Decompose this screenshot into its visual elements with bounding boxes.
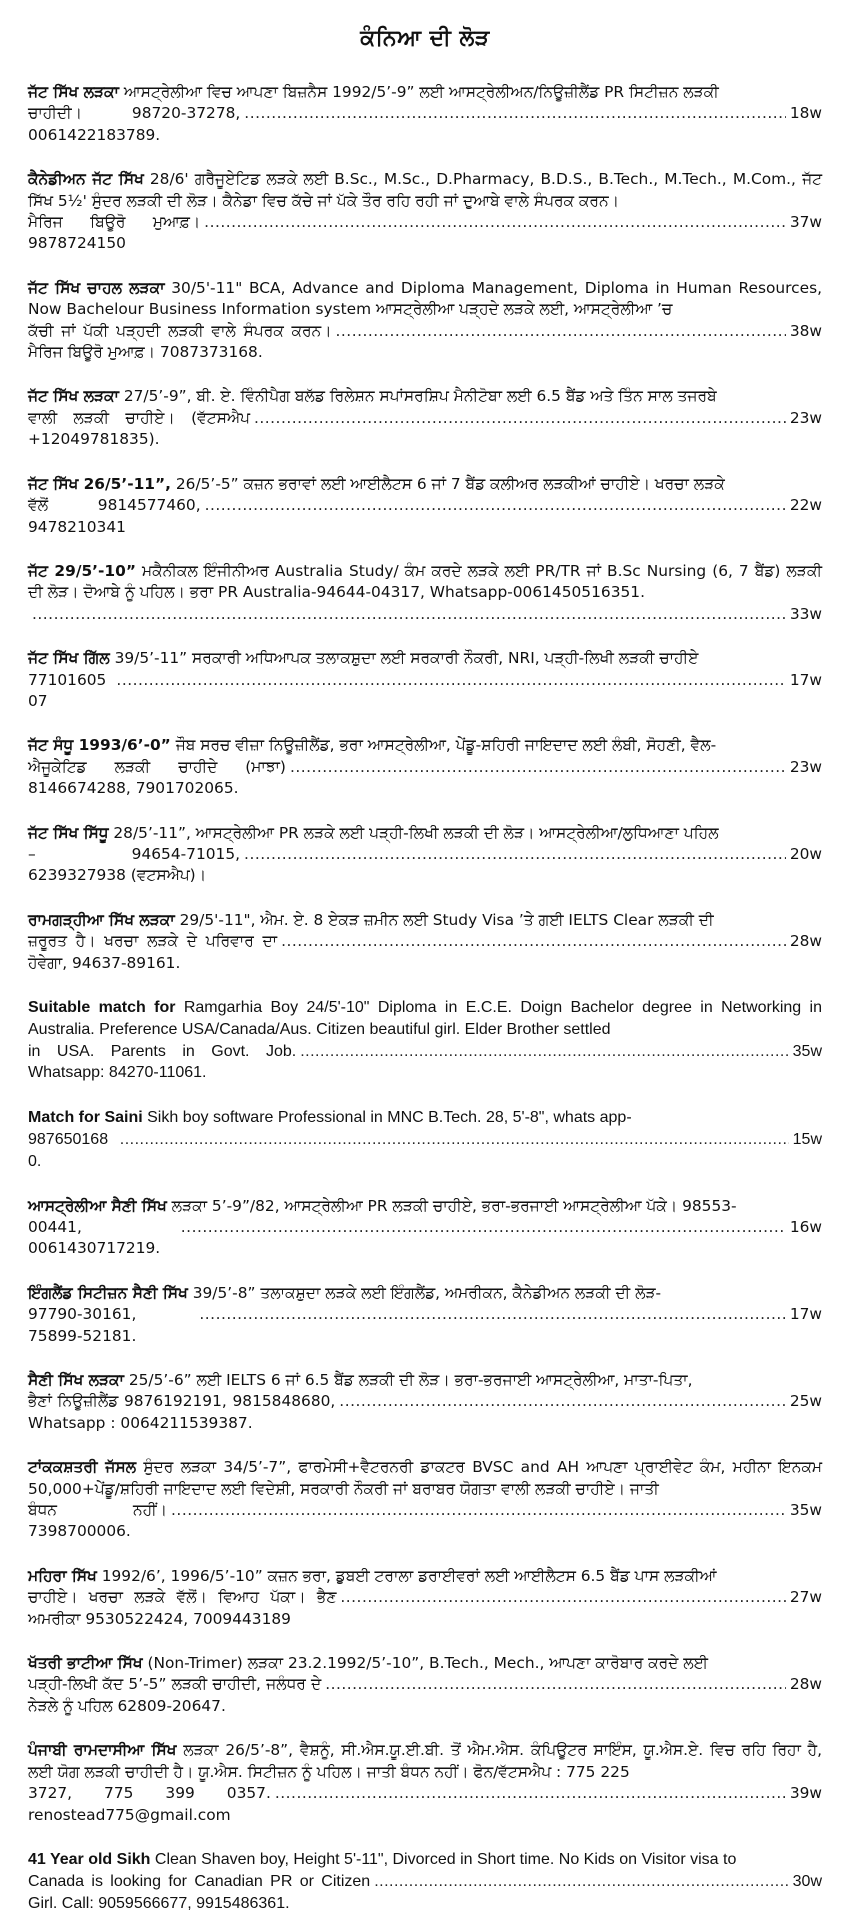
ad-tail-text: ਮੈਰਿਜ ਬਿਊਰੋ ਮੁਆਫ਼। 9878724150 <box>28 213 201 253</box>
ad-entry <box>28 82 822 146</box>
ad-tail-text: 7710160507 <box>28 670 107 710</box>
ad-body: 1992/6’, 1996/5’-10” ਕਜ਼ਨ ਭਰਾ, ਡੁਬਈ ਟਰਾਲਾ ਡਰਾਈਵਰਾਂ ਲਈ ਆਈਲੈਟਸ 6.5 ਬੈਂਡ ਪਾਸ ਲੜਕੀਆਂ <box>96 1566 717 1585</box>
ad-text <box>28 1849 822 1871</box>
ad-body: (Non-Trimer) ਲੜਕਾ 23.2.1992/5’-10”, B.Tech., Mech., ਆਪਣਾ ਕਾਰੋਬਾਰ ਕਰਦੇ ਲਈ <box>142 1654 708 1673</box>
ad-lead: Match for Saini <box>28 1109 143 1127</box>
ad-body: Sikh boy software Professional in MNC B.Tech. 28, 5'-8", whats app- <box>142 1109 632 1127</box>
ad-tail-text: ਬੰਧਨ ਨਹੀਂ। 7398700006. <box>28 1501 168 1541</box>
ad-entry <box>28 1457 822 1543</box>
ad-text <box>28 1457 822 1500</box>
ad-lead: ਜੱਟ ਸਿੱਖ ਲੜਕਾ <box>28 83 119 101</box>
ad-lead: 41 Year old Sikh <box>28 1850 151 1868</box>
ad-code: 37w <box>789 213 822 232</box>
ad-lead: ਖੱਤਰੀ ਭਾਟੀਆ ਸਿੱਖ <box>28 1654 143 1673</box>
ad-body: ਜੌਬ ਸਰਚ ਵੀਜ਼ਾ ਨਿਊਜ਼ੀਲੈਂਡ, ਭਰਾ ਆਸਟ੍ਰੇਲੀਆ, ਪੇਂਡੂ-ਸ਼ਹਿਰੀ ਜਾਇਦਾਦ ਲਈ ਲੰਬੀ, ਸੋਹਣੀ, ਵੈਲ- <box>170 736 717 755</box>
ad-tail <box>28 495 822 538</box>
dot-leader <box>339 1391 786 1412</box>
ad-tail-text: ਕੱਚੀ ਜਾਂ ਪੱਕੀ ਪੜ੍ਹਦੀ ਲੜਕੀ ਵਾਲੇ ਸੰਪਰਕ ਕਰਨ। ਮੈਰਿਜ ਬਿਊਰੋ ਮੁਆਫ਼। 7087373168. <box>28 321 332 362</box>
ad-lead: ਆਸਟ੍ਰੇਲੀਆ ਸੈਣੀ ਸਿੱਖ <box>28 1196 167 1215</box>
ad-code: 33w <box>789 604 822 623</box>
ad-lead: ਇੰਗਲੈਂਡ ਸਿਟੀਜ਼ਨ ਸੈਣੀ ਸਿੱਖ <box>28 1283 188 1302</box>
ad-entry <box>28 1196 822 1260</box>
ad-tail <box>28 604 822 625</box>
ad-code: 27w <box>789 1588 822 1607</box>
dot-leader <box>275 1783 786 1804</box>
ad-entry <box>28 1566 822 1630</box>
ad-code: 35w <box>789 1501 822 1520</box>
dot-leader <box>116 670 785 691</box>
dot-leader <box>32 604 786 625</box>
ad-code: 38w <box>789 321 822 340</box>
ad-code: 15w <box>792 1130 822 1148</box>
ad-tail <box>28 1674 822 1717</box>
ad-lead: ਟਾਂਕਕਸ਼ਤਰੀ ਜੱਸਲ <box>28 1458 137 1477</box>
ad-code: 23w <box>789 757 822 776</box>
ad-code: 28w <box>789 932 822 951</box>
ad-body: 29/5'-11", ਐਮ. ਏ. 8 ਏਕੜ ਜ਼ਮੀਨ ਲਈ Study Visa ’ਤੇ ਗਈ IELTS Clear ਲੜਕੀ ਦੀ <box>174 910 714 929</box>
ad-tail <box>28 931 822 974</box>
ad-text <box>28 997 822 1041</box>
ad-body: 28/6' ਗਰੈਜੂਏਟਿਡ ਲੜਕੇ ਲਈ B.Sc., M.Sc., D.Pharmacy, B.D.S., B.Tech., M.Tech., M.Com., ਜੱਟ ਸਿੱਖ 5½' ਸੁੰਦਰ ਲੜਕੀ ਦੀ ਲੋੜ। ਕੈਨੇਡਾ ਵਿਚ ਕੱਚੇ ਜਾਂ ਪੱਕੇ ਤੌਰ ਰਹਿ ਰਹੀ ਜਾਂ ਦੁਆਬੇ ਵਾਲੇ ਸੰਪਰਕ ਕਰਨ। <box>28 170 822 210</box>
ad-body: ਲੜਕਾ 5’-9”/82, ਆਸਟ੍ਰੇਲੀਆ PR ਲੜਕੀ ਚਾਹੀਏ, ਭਰਾ-ਭਰਜਾਈ ਆਸਟ੍ਰੇਲੀਆ ਪੱਕੇ। 98553- <box>166 1196 737 1215</box>
ad-tail-text: Canada is looking for Canadian PR or Citizen Girl. Call: 9059566677, 9915486361. <box>28 1872 371 1912</box>
ad-tail <box>28 1129 822 1173</box>
ad-tail-text: 9876501680. <box>28 1130 109 1170</box>
ad-tail <box>28 1587 822 1630</box>
ad-text <box>28 910 822 931</box>
ad-text <box>28 823 822 844</box>
ad-tail-text: ਜ਼ਰੂਰਤ ਹੈ। ਖਰਚਾ ਲੜਕੇ ਦੇ ਪਰਿਵਾਰ ਦਾ ਹੋਵੇਗਾ, 94637-89161. <box>28 932 278 972</box>
ad-text <box>28 278 822 321</box>
ad-code: 23w <box>789 408 822 427</box>
ad-lead: ਜੱਟ ਸਿੱਖ ਗਿੱਲ <box>28 649 110 668</box>
ad-entry <box>28 561 822 625</box>
ad-entry <box>28 1653 822 1717</box>
ad-code: 35w <box>792 1042 822 1060</box>
dot-leader <box>204 212 786 233</box>
ad-code: 18w <box>789 104 822 123</box>
ad-lead: Suitable match for <box>28 999 176 1016</box>
ad-body: 30/5'-11" BCA, Advance and Diploma Management, Diploma in Human Resources, Now Bachelour Business Information system ਆਸਟ੍ਰੇਲੀਆ ਪੜ੍ਹਦੇ ਲੜਕੇ ਲਈ, ਆਸਟ੍ਰੇਲੀਆ ’ਚ <box>28 278 823 319</box>
ad-code: 39w <box>789 1784 822 1803</box>
ad-tail <box>28 212 822 255</box>
ad-text <box>28 1283 822 1304</box>
ad-tail-text: ਪੜ੍ਹੀ-ਲਿਖੀ ਕੱਦ 5’-5” ਲੜਕੀ ਚਾਹੀਦੀ, ਜਲੰਧਰ ਦੇ ਨੇੜਲੇ ਨੂੰ ਪਹਿਲ 62809-20647. <box>28 1675 322 1715</box>
ad-tail-text: ਵੱਲੋਂ 9814577460, 9478210341 <box>28 496 201 536</box>
ad-lead: ਜੱਟ ਸਿੱਖ ਸਿੱਧੂ <box>28 823 109 842</box>
dot-leader <box>181 1217 786 1238</box>
ad-tail-text: in USA. Parents in Govt. Job. Whatsapp: 84270-11061. <box>28 1042 297 1082</box>
ad-body: ਮਕੈਨੀਕਲ ਇੰਜੀਨੀਅਰ Australia Study/ ਕੰਮ ਕਰਦੇ ਲੜਕੇ ਲਈ PR/TR ਜਾਂ B.Sc Nursing (6, 7 ਬੈਂਡ) ਲੜਕੀ ਦੀ ਲੋੜ। ਦੋਆਬੇ ਨੂੰ ਪਹਿਲ। ਭਰਾ PR Australia-94644-04317, Whatsapp-0061450516351. <box>28 561 822 602</box>
ad-code: 28w <box>789 1675 822 1694</box>
ad-body: Clean Shaven boy, Height 5'-11", Divorced in Short time. No Kids on Visitor visa to <box>150 1850 737 1868</box>
dot-leader <box>325 1674 786 1695</box>
ad-lead: ਪੰਜਾਬੀ ਰਾਮਦਾਸੀਆ ਸਿੱਖ <box>28 1741 177 1760</box>
ad-body: ਲੜਕਾ 26/5’-8”, ਵੈਸ਼ਨੂੰ, ਸੀ.ਐਸ.ਯੂ.ਈ.ਬੀ. ਤੋਂ ਐਮ.ਐਸ. ਕੰਪਿਊਟਰ ਸਾਇੰਸ, ਯੂ.ਐਸ.ਏ. ਵਿਚ ਰਹਿ ਰਿਹਾ ਹੈ, ਲਈ ਯੋਗ ਲੜਕੀ ਚਾਹੀਦੀ ਹੈ। ਯੂ.ਐਸ. ਸਿਟੀਜ਼ਨ ਨੂੰ ਪਹਿਲ। ਜਾਤੀ ਬੰਧਨ ਨਹੀਂ। ਫੋਨ/ਵੱਟਸਐਪ : 775 225 <box>28 1741 822 1781</box>
ad-tail-text: ਭੈਣਾਂ ਨਿਊਜ਼ੀਲੈਂਡ 9876192191, 9815848680, Whatsapp : 0064211539387. <box>28 1392 336 1432</box>
ad-code: 30w <box>792 1872 822 1890</box>
ad-lead: ਮਹਿਰਾ ਸਿੱਖ <box>28 1566 97 1585</box>
ad-entry <box>28 474 822 538</box>
ad-body: 25/5’-6” ਲਈ IELTS 6 ਜਾਂ 6.5 ਬੈਂਡ ਲੜਕੀ ਦੀ ਲੋੜ। ਭਰਾ-ਭਰਜਾਈ ਆਸਟ੍ਰੇਲੀਆ, ਮਾਤਾ-ਪਿਤਾ, <box>123 1371 693 1390</box>
ad-lead: ਜੱਟ 29/5’-10” <box>28 561 136 580</box>
ad-tail <box>28 1041 822 1085</box>
ad-body: ਸੁੰਦਰ ਲੜਕਾ 34/5’-7”, ਫਾਰਮੇਸੀ+ਵੈਟਰਨਰੀ ਡਾਕਟਰ BVSC and AH ਆਪਣਾ ਪ੍ਰਾਈਵੇਟ ਕੰਮ, ਮਹੀਨਾ ਇਨਕਮ 50,000+ਪੇਂਡੂ/ਸ਼ਹਿਰੀ ਜਾਇਦਾਦ ਲਈ ਵਿਦੇਸ਼ੀ, ਸਰਕਾਰੀ ਨੌਕਰੀ ਜਾਂ ਬਰਾਬਰ ਯੋਗਤਾ ਵਾਲੀ ਲੜਕੀ ਚਾਹੀਏ। ਜਾਤੀ <box>28 1458 822 1498</box>
ad-lead: ਕੈਨੇਡੀਅਨ ਜੱਟ ਸਿੱਖ <box>28 170 144 189</box>
ad-entry <box>28 910 822 974</box>
ad-entry <box>28 1283 822 1347</box>
ad-text <box>28 474 822 495</box>
ad-tail <box>28 1304 822 1347</box>
dot-leader <box>290 757 786 778</box>
ad-tail <box>28 1391 822 1434</box>
ad-lead: ਜੱਟ ਸੰਧੂ 1993/6’-0” <box>28 736 171 755</box>
ad-body: 26/5’-5” ਕਜ਼ਨ ਭਰਾਵਾਂ ਲਈ ਆਈਲੈਟਸ 6 ਜਾਂ 7 ਬੈਂਡ ਕਲੀਅਰ ਲੜਕੀਆਂ ਚਾਹੀਏ। ਖਰਚਾ ਲੜਕੇ <box>170 474 725 493</box>
ad-tail <box>28 757 822 800</box>
ad-body: 39/5’-8” ਤਲਾਕਸ਼ੁਦਾ ਲੜਕੇ ਲਈ ਇੰਗਲੈਂਡ, ਅਮਰੀਕਨ, ਕੈਨੇਡੀਅਨ ਲੜਕੀ ਦੀ ਲੋੜ- <box>187 1283 662 1302</box>
ad-entry <box>28 386 822 450</box>
ad-text <box>28 648 822 669</box>
ad-entry <box>28 1107 822 1172</box>
ad-lead: ਸੈਣੀ ਸਿੱਖ ਲੜਕਾ <box>28 1371 124 1390</box>
ad-entry <box>28 823 822 887</box>
ad-list <box>28 82 822 1914</box>
ad-tail-text: 97790-30161, 75899-52181. <box>28 1305 137 1345</box>
ad-tail-text: ਚਾਹੀਏ। ਖਰਚਾ ਲੜਕੇ ਵੱਲੋਂ। ਵਿਆਹ ਪੱਕਾ। ਭੈਣ ਅਮਰੀਕਾ 9530522424, 7009443189 <box>28 1588 337 1628</box>
dot-leader <box>171 1500 786 1521</box>
ad-tail <box>28 844 822 887</box>
ad-code: 16w <box>789 1217 822 1236</box>
ad-code: 17w <box>789 1305 822 1324</box>
ad-tail-text: 3727, 775 399 0357. renostead775@gmail.com <box>28 1784 271 1824</box>
ad-text <box>28 561 822 604</box>
ad-lead: ਜੱਟ ਸਿੱਖ ਚਾਹਲ ਲੜਕਾ <box>28 278 165 297</box>
dot-leader <box>120 1129 789 1151</box>
ad-entry <box>28 278 822 364</box>
ad-tail-text: ਵਾਲੀ ਲੜਕੀ ਚਾਹੀਏ। (ਵੱਟਸਐਪ +12049781835). <box>28 408 250 449</box>
ad-body: 27/5’-9”, ਬੀ. ਏ. ਵਿੰਨੀਪੈਗ ਬਲੱਡ ਰਿਲੇਸ਼ਨ ਸਪਾਂਸਰਸ਼ਿਪ ਮੈਨੀਟੋਬਾ ਲਈ 6.5 ਬੈਂਡ ਅਤੇ ਤਿੰਨ ਸਾਲ ਤਜਰਬੇ <box>118 387 717 406</box>
ad-tail <box>28 1871 822 1914</box>
ad-entry <box>28 735 822 799</box>
page-title: ਕੰਨਿਆ ਦੀ ਲੋੜ <box>360 26 490 51</box>
ad-text <box>28 82 822 103</box>
ad-entry <box>28 1849 822 1914</box>
ad-tail <box>28 321 822 364</box>
dot-leader <box>336 321 786 342</box>
ad-lead: ਜੱਟ ਸਿੱਖ 26/5’-11”, <box>28 474 171 493</box>
dot-leader <box>281 931 786 952</box>
ad-text <box>28 386 822 407</box>
ad-body: ਆਸਟ੍ਰੇਲੀਆ ਵਿਚ ਆਪਣਾ ਬਿਜ਼ਨੈਸ 1992/5’-9” ਲਈ ਆਸਟ੍ਰੇਲੀਅਨ/ਨਿਊਜ਼ੀਲੈਂਡ PR ਸਿਟੀਜ਼ਨ ਲੜਕੀ <box>118 83 719 101</box>
ad-text <box>28 1370 822 1391</box>
ad-tail-text: ਚਾਹੀਦੀ। 98720-37278, 0061422183789. <box>28 104 241 144</box>
ad-entry <box>28 997 822 1084</box>
dot-leader <box>244 103 786 124</box>
ad-lead: ਰਾਮਗੜ੍ਹੀਆ ਸਿੱਖ ਲੜਕਾ <box>28 910 175 929</box>
ad-code: 25w <box>789 1392 822 1411</box>
ad-lead: ਜੱਟ ਸਿੱਖ ਲੜਕਾ <box>28 387 119 406</box>
ad-entry <box>28 648 822 712</box>
ad-text <box>28 1740 822 1783</box>
ad-tail <box>28 1783 822 1826</box>
ad-tail <box>28 103 822 146</box>
ad-text <box>28 1653 822 1674</box>
ad-entry <box>28 1740 822 1826</box>
ad-tail <box>28 1217 822 1260</box>
ad-body: 39/5’-11” ਸਰਕਾਰੀ ਅਧਿਆਪਕ ਤਲਾਕਸ਼ੁਦਾ ਲਈ ਸਰਕਾਰੀ ਨੌਕਰੀ, NRI, ਪੜ੍ਹੀ-ਲਿਖੀ ਲੜਕੀ ਚਾਹੀਏ <box>109 649 699 668</box>
ad-entry <box>28 169 822 255</box>
ad-text <box>28 735 822 756</box>
ad-tail-text: – 94654-71015, 6239327938 (ਵਟਸਐਪ)। <box>28 844 241 885</box>
dot-leader <box>205 495 786 516</box>
dot-leader <box>244 844 786 865</box>
ad-code: 22w <box>789 496 822 515</box>
ad-tail-text: 00441, 0061430717219. <box>28 1217 161 1258</box>
ad-body: Ramgarhia Boy 24/5'-10" Diploma in E.C.E. Doign Bachelor degree in Networking in Australia. Preference USA/Canada/Aus. Citizen beautiful girl. Elder Brother settled <box>28 999 823 1038</box>
ad-tail <box>28 1500 822 1543</box>
dot-leader <box>374 1871 788 1893</box>
dot-leader <box>300 1041 788 1063</box>
dot-leader <box>254 408 786 429</box>
dot-leader <box>340 1587 785 1608</box>
ad-text <box>28 1196 822 1217</box>
ad-tail-text: ਐਜੂਕੇਟਿਡ ਲੜਕੀ ਚਾਹੀਦੇ (ਮਾਝਾ) 8146674288, 7901702065. <box>28 757 286 798</box>
ad-tail <box>28 408 822 451</box>
ad-code: 20w <box>789 844 822 863</box>
ad-text <box>28 1566 822 1587</box>
ad-entry <box>28 1370 822 1434</box>
ad-body: 28/5’-11”, ਆਸਟ੍ਰੇਲੀਆ PR ਲੜਕੇ ਲਈ ਪੜ੍ਹੀ-ਲਿਖੀ ਲੜਕੀ ਦੀ ਲੋੜ। ਆਸਟ੍ਰੇਲੀਆ/ਲੁਧਿਆਣਾ ਪਹਿਲ <box>108 823 719 842</box>
ad-text <box>28 169 822 212</box>
ad-tail <box>28 670 822 713</box>
ad-text <box>28 1107 822 1129</box>
ad-code: 17w <box>789 670 822 689</box>
dot-leader <box>199 1304 785 1325</box>
